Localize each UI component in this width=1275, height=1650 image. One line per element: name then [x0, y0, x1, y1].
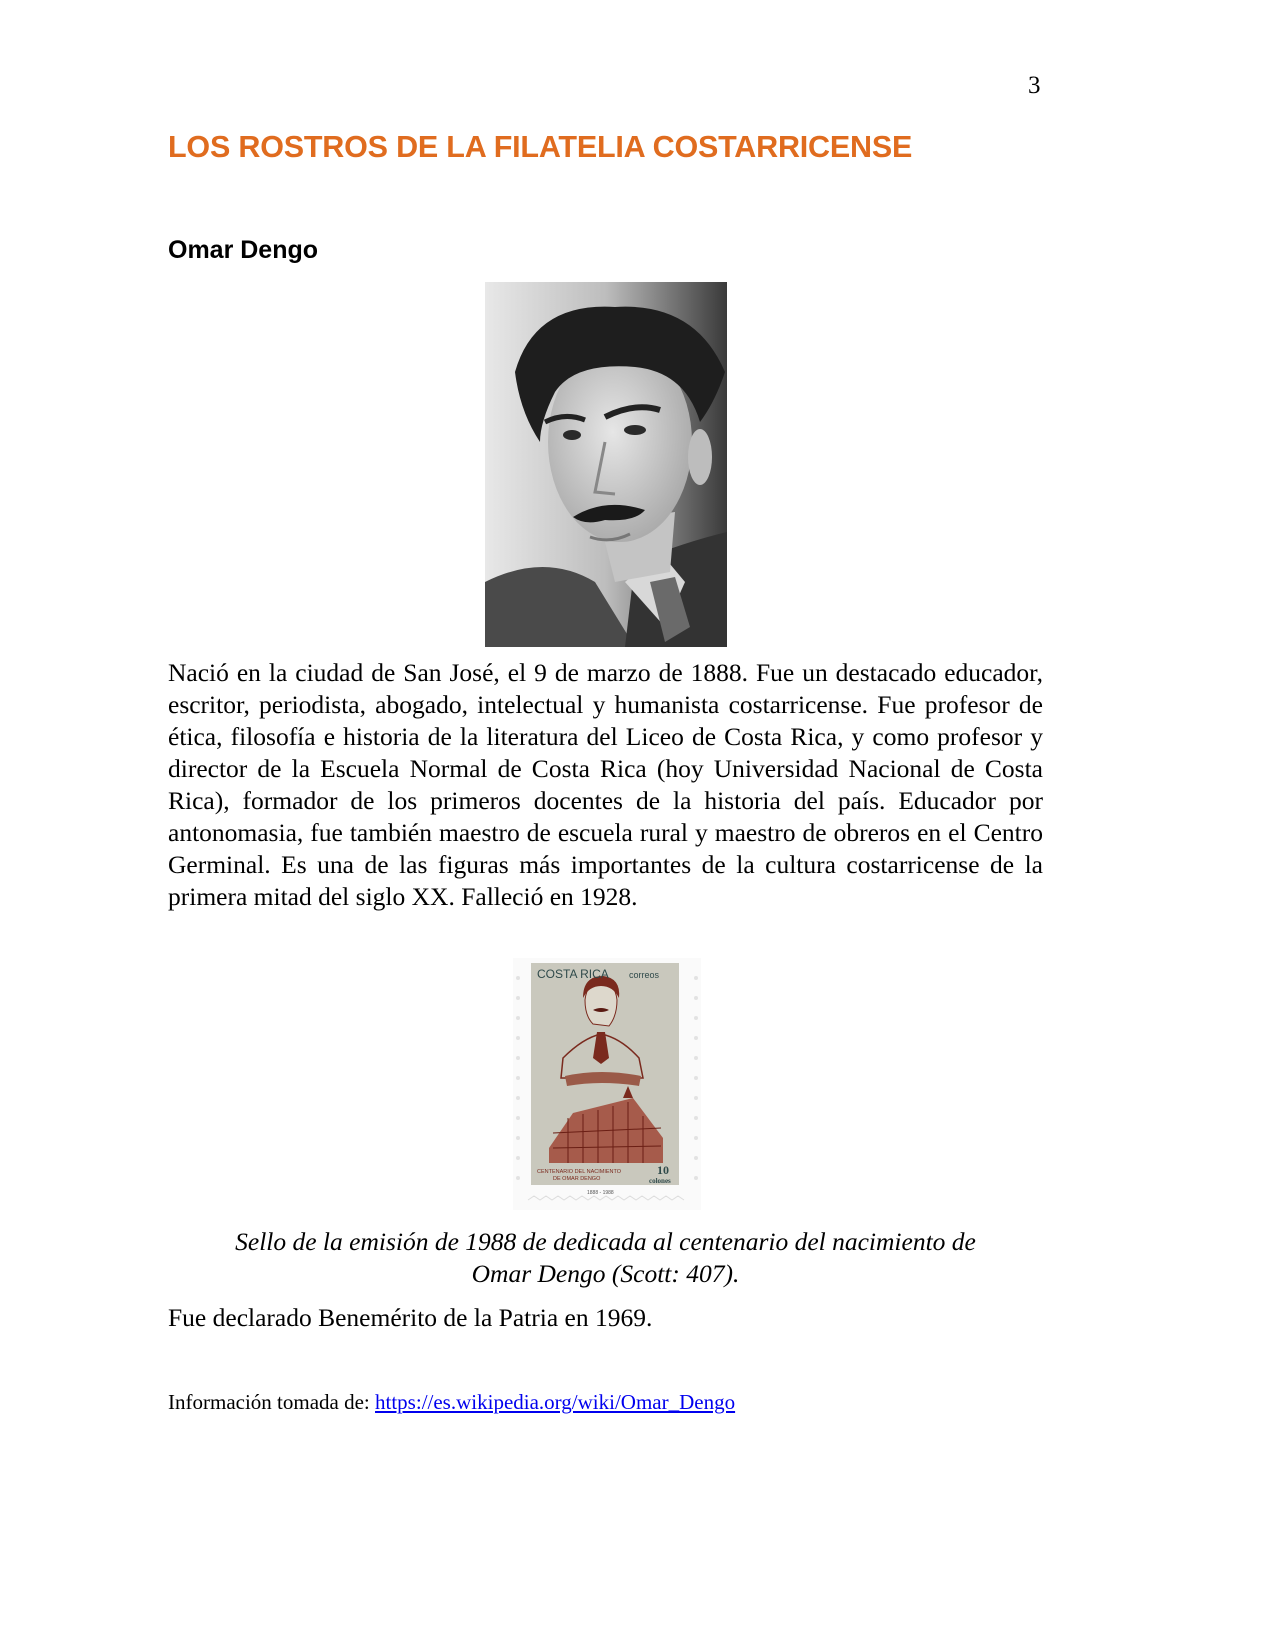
source-link[interactable]: https://es.wikipedia.org/wiki/Omar_Dengo — [375, 1390, 736, 1414]
stamp-years: 1888 - 1988 — [587, 1190, 614, 1196]
postage-stamp — [513, 958, 701, 1210]
caption-line-2: Omar Dengo (Scott: 407). — [471, 1259, 740, 1288]
stamp-image — [513, 958, 701, 1210]
source-label: Información tomada de: — [168, 1390, 376, 1414]
stamp-country: COSTA RICA — [537, 967, 609, 981]
stamp-inscription-2: DE OMAR DENGO — [553, 1176, 601, 1182]
portrait-photo — [485, 282, 727, 647]
stamp-service: correos — [629, 970, 660, 980]
caption-line-1: Sello de la emisión de 1988 de dedicada al centenario del nacimiento de — [235, 1227, 976, 1256]
stamp-value: 10 — [657, 1163, 669, 1177]
source-line — [168, 1390, 735, 1415]
declaration-text: Fue declarado Benemérito de la Patria en 1969. — [168, 1303, 653, 1332]
stamp-inscription-1: CENTENARIO DEL NACIMIENTO — [537, 1169, 622, 1175]
page-number: 3 — [1028, 72, 1041, 99]
section-heading: Omar Dengo — [168, 236, 319, 264]
biography-paragraph: Nació en la ciudad de San José, el 9 de marzo de 1888. Fue un destacado educador, escritor, periodista, abogado, intelectual y humanista costarricense. Fue profesor de ética, filosofía e historia de la literatura del Liceo de Costa Rica, y como profesor y director de la Escuela Normal de Costa Rica (hoy Universidad Nacional de Costa Rica), formador de los primeros docentes de la historia del país. Educador por antonomasia, fue también maestro de escuela rural y maestro de obreros en el Centro Germinal. Es una de las figuras más importantes de la cultura costarricense de la primera mitad del siglo XX. Falleció en 1928. — [168, 658, 1043, 911]
portrait-image — [485, 282, 727, 647]
page-title: LOS ROSTROS DE LA FILATELIA COSTARRICENSE — [168, 130, 913, 164]
stamp-caption — [168, 1226, 1043, 1290]
stamp-currency: colones — [649, 1177, 671, 1185]
